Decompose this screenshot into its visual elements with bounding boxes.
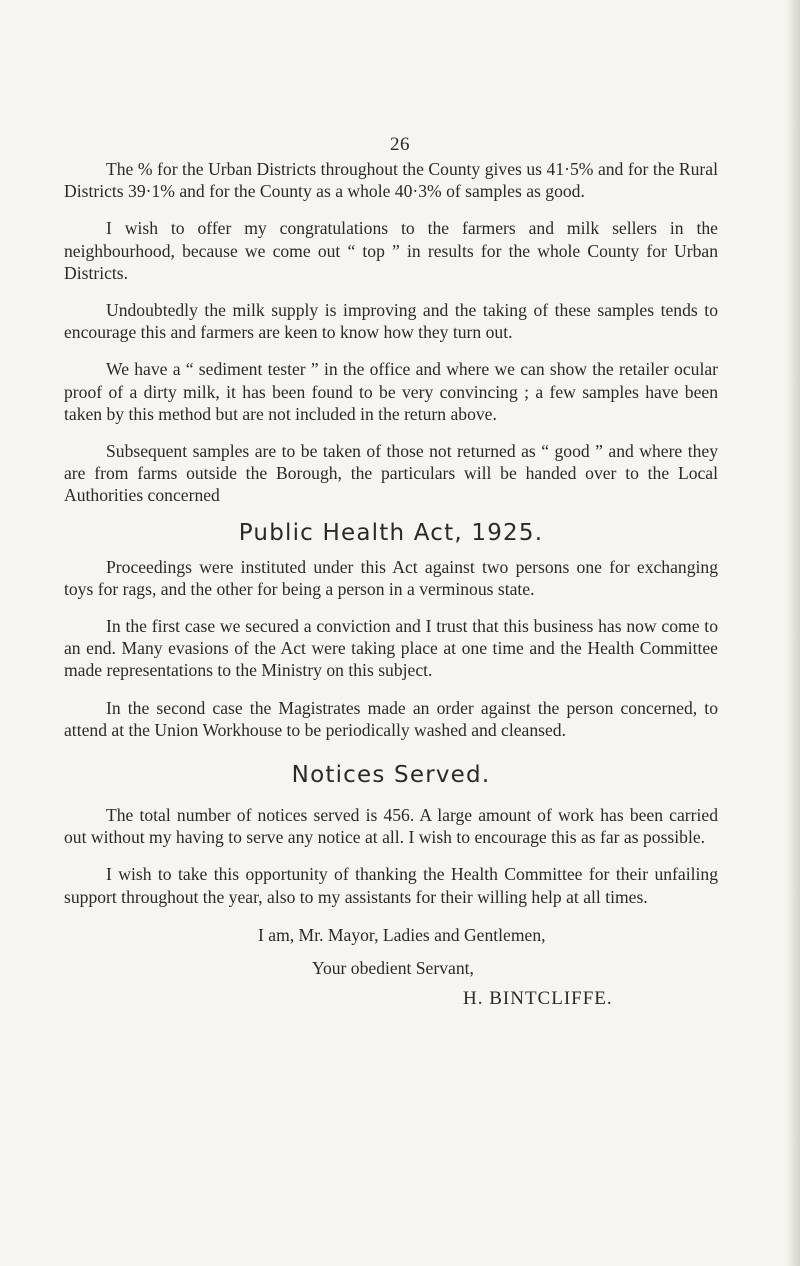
- closing-salutation: I am, Mr. Mayor, Ladies and Gentlemen,: [258, 924, 546, 945]
- paragraph-sediment-tester: We have a “ sediment tester ” in the office and where we can show the retailer ocular proof of a dirty milk, it has been found to be very convincing ; a few samples have been taken by this method but are not included in the return above.: [64, 359, 718, 424]
- heading-public-health-act: Public Health Act, 1925.: [238, 519, 544, 546]
- paragraph-thanks: I wish to take this opportunity of thanking the Health Committee for their unfailing support throughout the year, also to my assistants for their willing help at all times.: [64, 864, 718, 907]
- closing-valediction: Your obedient Servant,: [312, 958, 474, 979]
- paragraph-proceedings: Proceedings were instituted under this Act against two persons one for exchanging toys for rags, and the other for being a person in a verminous state.: [64, 556, 718, 599]
- paragraph-congratulations: I wish to offer my congratulations to the farmers and milk sellers in the neighbourhood, because we come out “ top ” in results for the whole County for Urban Districts.: [64, 218, 718, 283]
- paragraph-urban-rural-percentages: The % for the Urban Districts throughout the County gives us 41·5% and for the Rural Districts 39·1% and for the County as a whole 40·3% of samples as good.: [64, 159, 718, 202]
- paragraph-first-case: In the first case we secured a conviction and I trust that this business has now come to an end. Many evasions of the Act were taking place at one time and the Health Committee made representations to the Ministry on this subject.: [64, 616, 718, 681]
- closing-block: [64, 924, 718, 1011]
- paragraph-subsequent-samples: Subsequent samples are to be taken of those not returned as “ good ” and where they are from farms outside the Borough, the particulars will be handed over to the Local Authorities concerned: [64, 441, 718, 506]
- page-edge-shadow: [786, 0, 800, 1266]
- page-number: 26: [390, 134, 410, 155]
- signature: H. BINTCLIFFE.: [463, 988, 613, 1010]
- paragraph-milk-supply: Undoubtedly the milk supply is improving and the taking of these samples tends to encourage this and farmers are keen to know how they turn out.: [64, 300, 718, 343]
- heading-notices-served: Notices Served.: [291, 762, 491, 789]
- paragraph-second-case: In the second case the Magistrates made an order against the person concerned, to attend at the Union Workhouse to be periodically washed and cleansed.: [64, 697, 718, 740]
- paragraph-notices-total: The total number of notices served is 456. A large amount of work has been carried out without my having to serve any notice at all. I wish to encourage this as far as possible.: [64, 805, 718, 848]
- report-body: [64, 158, 718, 1010]
